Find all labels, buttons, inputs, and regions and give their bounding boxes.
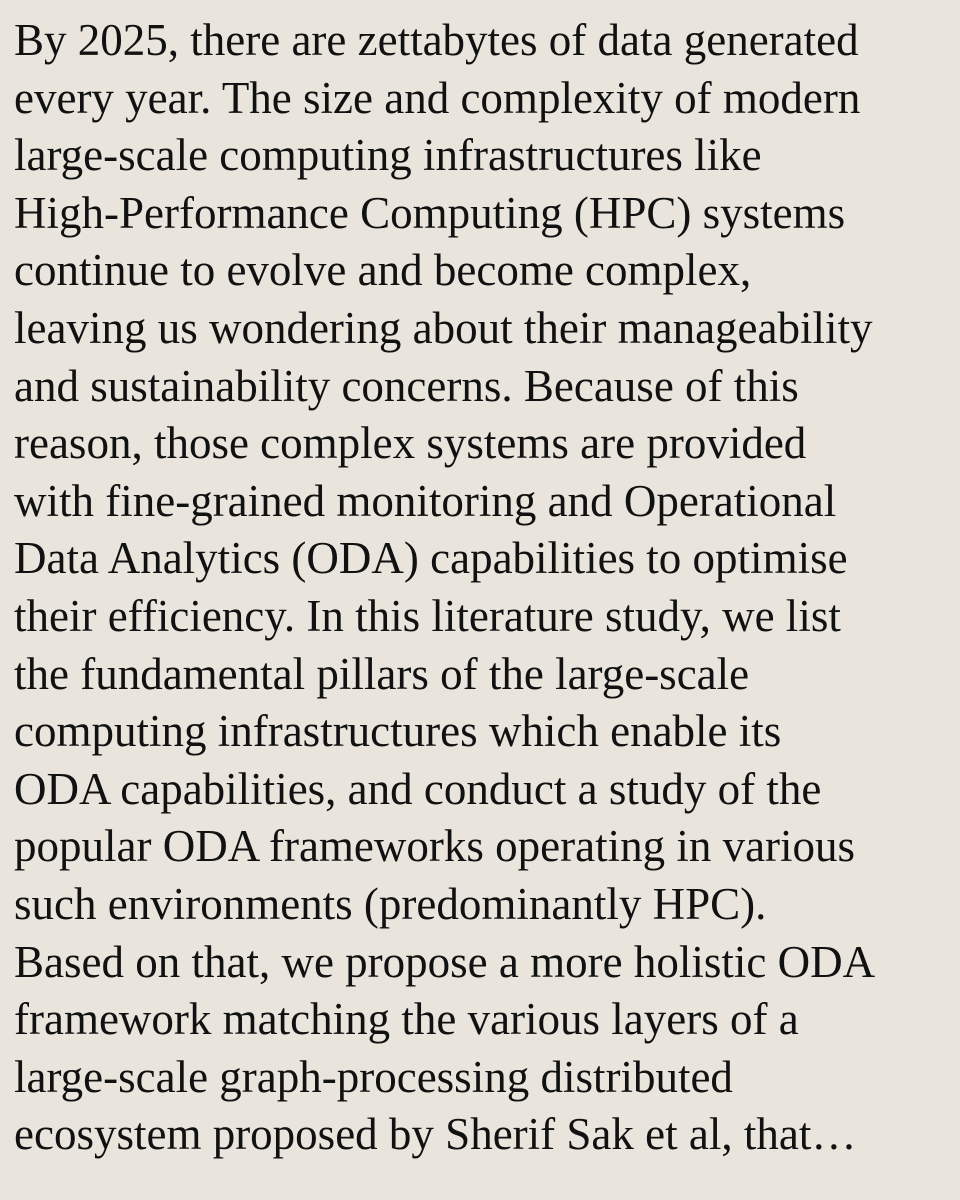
abstract-line-9: with fine-grained monitoring and Operational (14, 475, 837, 526)
abstract-line-4: High-Performance Computing (HPC) systems (14, 187, 846, 238)
abstract-line-20: ecosystem proposed by Sherif Sak et al, that… (14, 1109, 857, 1160)
abstract-paragraph (14, 12, 960, 1164)
abstract-line-3: large-scale computing infrastructures like (14, 130, 762, 181)
abstract-line-18: framework matching the various layers of a (14, 994, 799, 1045)
abstract-line-11: their efficiency. In this literature study, we list (14, 590, 841, 641)
abstract-line-17: Based on that, we propose a more holistic ODA (14, 936, 876, 987)
abstract-line-12: the fundamental pillars of the large-scale (14, 648, 750, 699)
abstract-line-19: large-scale graph-processing distributed (14, 1051, 733, 1102)
abstract-line-8: reason, those complex systems are provided (14, 418, 807, 469)
abstract-line-13: computing infrastructures which enable its (14, 706, 782, 757)
abstract-line-10: Data Analytics (ODA) capabilities to optimise (14, 533, 848, 584)
abstract-line-1: By 2025, there are zettabytes of data generated (14, 15, 859, 65)
abstract-line-2: every year. The size and complexity of modern (14, 72, 861, 123)
abstract-line-15: popular ODA frameworks operating in various (14, 821, 856, 872)
abstract-line-5: continue to evolve and become complex, (14, 245, 752, 296)
abstract-line-6: leaving us wondering about their manageability (14, 302, 873, 353)
abstract-line-14: ODA capabilities, and conduct a study of the (14, 763, 822, 814)
abstract-line-7: and sustainability concerns. Because of this (14, 360, 799, 411)
abstract-line-16: such environments (predominantly HPC). (14, 878, 767, 929)
